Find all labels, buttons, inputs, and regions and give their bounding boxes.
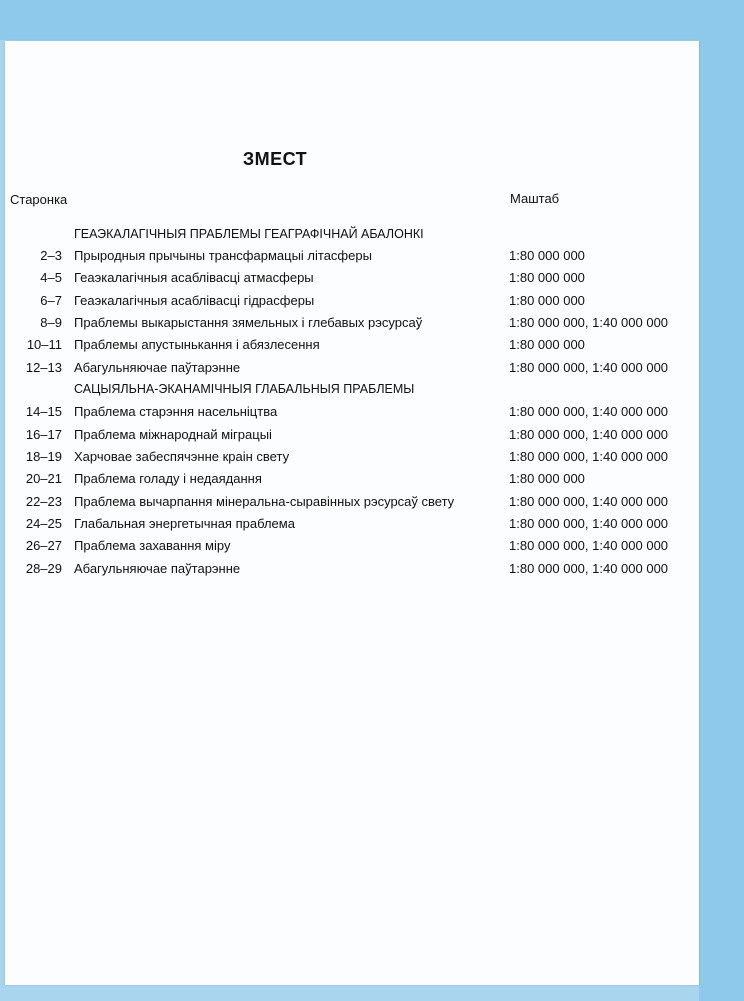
row-pages: 28–29: [25, 561, 62, 576]
row-scale: 1:80 000 000, 1:40 000 000: [509, 360, 669, 375]
row-title: Праблема вычарпання мінеральна-сыравінных рэсурсаў свету: [74, 494, 455, 509]
row-scale: 1:80 000 000: [509, 293, 585, 308]
row-scale: 1:80 000 000: [509, 337, 585, 352]
table-row[interactable]: [5, 471, 699, 491]
row-title: Глабальная энергетычная праблема: [74, 516, 295, 531]
table-row[interactable]: [5, 449, 699, 469]
row-pages: 22–23: [25, 494, 62, 509]
row-scale: 1:80 000 000, 1:40 000 000: [509, 449, 669, 464]
row-pages: 18–19: [25, 449, 62, 464]
row-scale: 1:80 000 000, 1:40 000 000: [509, 538, 669, 553]
row-title: Абагульняючае паўтарэнне: [74, 561, 241, 576]
row-title: Харчовае забеспячэнне краін свету: [74, 449, 290, 464]
top-band: [0, 0, 744, 40]
row-title: Праблема захавання міру: [74, 538, 231, 553]
row-scale: 1:80 000 000, 1:40 000 000: [509, 315, 669, 330]
row-scale: 1:80 000 000: [509, 471, 585, 486]
row-pages: 2–3: [40, 248, 62, 263]
row-pages: 6–7: [40, 293, 62, 308]
table-row[interactable]: [5, 538, 699, 558]
row-pages: 24–25: [25, 516, 62, 531]
row-title: Геаэкалагічныя асаблівасці гідрасферы: [74, 293, 315, 308]
row-pages: 14–15: [25, 404, 62, 419]
row-title: Праблема міжнароднай міграцыі: [74, 427, 272, 442]
row-title: Праблемы выкарыстання зямельных і глебавых рэсурсаў: [74, 315, 423, 330]
table-row[interactable]: [5, 561, 699, 581]
table-row[interactable]: [5, 516, 699, 536]
row-scale: 1:80 000 000: [509, 270, 585, 285]
section-title-1: ГЕАЭКАЛАГІЧНЫЯ ПРАБЛЕМЫ ГЕАГРАФІЧНАЙ АБАЛОНКІ: [74, 227, 424, 241]
row-scale: 1:80 000 000, 1:40 000 000: [509, 404, 669, 419]
table-row[interactable]: [5, 248, 699, 268]
table-row[interactable]: [5, 404, 699, 424]
row-pages: 20–21: [25, 471, 62, 486]
row-title: Геаэкалагічныя асаблівасці атмасферы: [74, 270, 314, 285]
row-title: Прыродныя прычыны трансфармацыі літасферы: [74, 248, 372, 263]
row-pages: 16–17: [25, 427, 62, 442]
scale-column-header: Маштаб: [510, 191, 560, 206]
row-title: Праблемы апустынькання і абязлесення: [74, 337, 320, 352]
contents-page: [5, 41, 699, 985]
row-pages: 8–9: [40, 315, 62, 330]
row-pages: 4–5: [40, 270, 62, 285]
table-row[interactable]: [5, 315, 699, 335]
right-band: [699, 0, 744, 1001]
row-scale: 1:80 000 000, 1:40 000 000: [509, 561, 669, 576]
table-row[interactable]: [5, 337, 699, 357]
page-column-header: Старонка: [10, 192, 68, 207]
row-pages: 26–27: [25, 538, 62, 553]
row-scale: 1:80 000 000, 1:40 000 000: [509, 427, 669, 442]
table-row[interactable]: [5, 427, 699, 447]
row-title: Абагульняючае паўтарэнне: [74, 360, 241, 375]
table-row[interactable]: [5, 293, 699, 313]
page-title: ЗМЕСТ: [242, 149, 308, 169]
table-row[interactable]: [5, 360, 699, 380]
row-title: Праблема старэння насельніцтва: [74, 404, 278, 419]
row-pages: 12–13: [25, 360, 62, 375]
row-scale: 1:80 000 000, 1:40 000 000: [509, 494, 669, 509]
row-scale: 1:80 000 000: [509, 248, 585, 263]
table-row[interactable]: [5, 270, 699, 290]
row-title: Праблема голаду і недаядання: [74, 471, 262, 486]
table-row[interactable]: [5, 494, 699, 514]
row-scale: 1:80 000 000, 1:40 000 000: [509, 516, 669, 531]
section-title-2: САЦЫЯЛЬНА-ЭКАНАМІЧНЫЯ ГЛАБАЛЬНЫЯ ПРАБЛЕМЫ: [74, 382, 415, 396]
row-pages: 10–11: [26, 337, 62, 352]
